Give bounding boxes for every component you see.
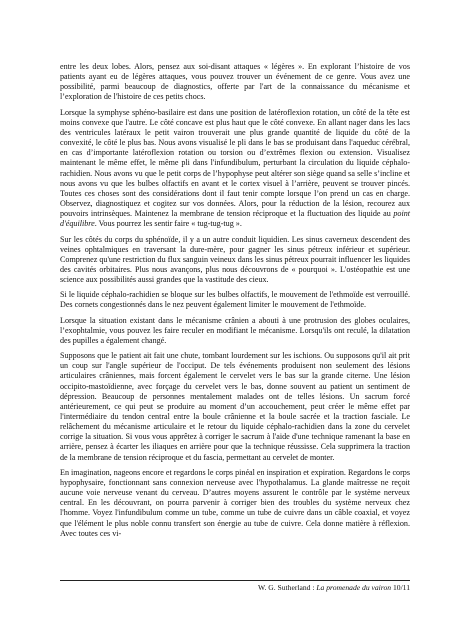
page-footer [258,583,410,592]
footer-author: W. G. Sutherland : [257,583,317,592]
paragraph [60,290,410,310]
footer-rule [60,580,410,581]
paragraph [60,62,410,103]
paragraph-text: . Vous pourrez les sentir faire « tug-tug-tug ». [94,219,242,229]
paragraph-text: Lorsque la situation existant dans le mécanisme crânien a abouti à une protrusion des globes oculaires, l’exophtalmie, vous pouvez les faire reculer en modifiant le mécanisme. Lorsqu'ils ont reculé, la dilatation des pupilles a également changé. [60,315,410,345]
emphasis-text: point d'équilibre [60,209,410,229]
paragraph [60,316,410,346]
paragraph-text: Sur les côtés du corps du sphénoïde, il y a un autre conduit liquidien. Les sinus caverneux descendent des veines ophtalmiques en traversant la dure-mère, pour gagner les sinus pétreux inférieur et supérieur. Comprenez qu'une restriction du flux sanguin veineux dans les sinus pétreux pourrait influencer les liquides des cavités orbitaires. Plus nous avançons, plus nous découvrons de « pourquoi ». L'ostéopathie est une science aux possibilités aussi grandes que la vastitude des cieux. [60,234,410,285]
paragraph [60,108,410,230]
paragraph-text: Si le liquide céphalo-rachidien se bloque sur les bulbes olfactifs, le mouvement de l'ethmoïde est verrouillé. Des cornets congestionnés dans le nez peuvent également limiter le mouvement de l'ethmoïde. [60,290,410,310]
paragraph [60,468,410,539]
paragraph-text: entre les deux lobes. Alors, pensez aux soi-disant attaques « légères ». En explorant l’histoire de vos patients ayant eu de légères attaques, vous pouvez trouver un événement de ce genre. Vous avez une possibilité, parmi beaucoup de diagnostics, offerte par l'art de la connaissance du mécanisme et l’exploration de l'histoire de ces petits chocs. [60,62,410,102]
paragraph [60,351,410,463]
footer-title: La promenade du vairon [316,583,392,592]
paragraph [60,235,410,286]
paragraph-text: Supposons que le patient ait fait une chute, tombant lourdement sur les ischions. Ou supposons qu'il ait prit un coup sur l'angle supérieur de l'occiput. De tels événements produisent non seulement des lésions articulaires crâniennes, mais forcent également le cervelet vers le bas sur la grande citerne. Une lésion occipito-mastoïdienne, avec forçage du cervelet vers le bas, donne souvent au patient un sentiment de dépression. Beaucoup de personnes mentalement malades ont de telles lésions. Un sacrum forcé antérieurement, ce qui peut se produire au moment d’un accouchement, peut créer le même effet par l'intermédiaire du tendon central entre la boule crânienne et la boule sacrée et la traction fasciale. Le relâchement du mécanisme articulaire et le retour du liquide céphalo-rachidien dans la zone du cervelet corrige la situation. Si vous vous apprêtez à corriger le sacrum à l'aide d'une technique ramenant la base en arrière, pensez à écarter les iliaques en arrière pour que la technique réussisse. Cela supprimera la traction de la membrane de tension réciproque et du fascia, permettant au cervelet de monter. [60,351,410,462]
paragraph-text: Lorsque la symphyse sphéno-basilaire est dans une position de latéroflexion rotation, un côté de la tête est moins convexe que l'autre. Le côté concave est plus haut que le côté convexe. En allant nager dans les lacs des ventricules latéraux le petit vairon trouverait une plus grande quantité de liquide du côté de la convexité, le côté le plus bas. Nous avons visualisé le pli dans le bas se produisant dans l'aqueduc cérébral, en cas d’importante latéroflexion rotation ou torsion ou d’extrêmes flexion ou extension. Visualisez maintenant le même effet, le même pli dans l'infundibulum, perturbant la circulation du liquide céphalo-rachidien. Nous avons vu que le petit corps de l’hypophyse peut altérer son siège quand sa selle s’incline et nous avons vu que les bulbes olfactifs en avant et le cortex visuel à l’arrière, peuvent se trouver pincés. Toutes ces choses sont des considérations dont il faut tenir compte lorsque l’on prend un cas en charge. Observez, diagnostiquez et cogitez sur vos données. Alors, pour la réduction de la lésion, recourez aux pouvoirs intrinsèques. Maintenez la membrane de tension réciproque et la fluctuation des liquide au [60,107,410,219]
footer-page-number: 10/11 [391,583,410,592]
body-text [60,62,410,544]
paragraph-text: En imagination, nageons encore et regardons le corps pinéal en inspiration et expiration. Regardons le corps hypophysaire, fonctionnant sans connexion nerveuse avec l'hypothalamus. La glande maîtresse ne reçoit aucune voie nerveuse venant du cerveau. D’autres moyens assurent le contrôle par le système nerveux central. En les découvrant, on pourra parvenir à corriger bien des troubles du système nerveux chez l'homme. Voyez l'infundibulum comme un tube, comme un tube de cuivre dans un câble coaxial, et voyez que l'élément le plus noble connu transfert son énergie au tube de cuivre. Cela donne matière à réflexion. Avec toutes ces vi- [60,467,410,538]
